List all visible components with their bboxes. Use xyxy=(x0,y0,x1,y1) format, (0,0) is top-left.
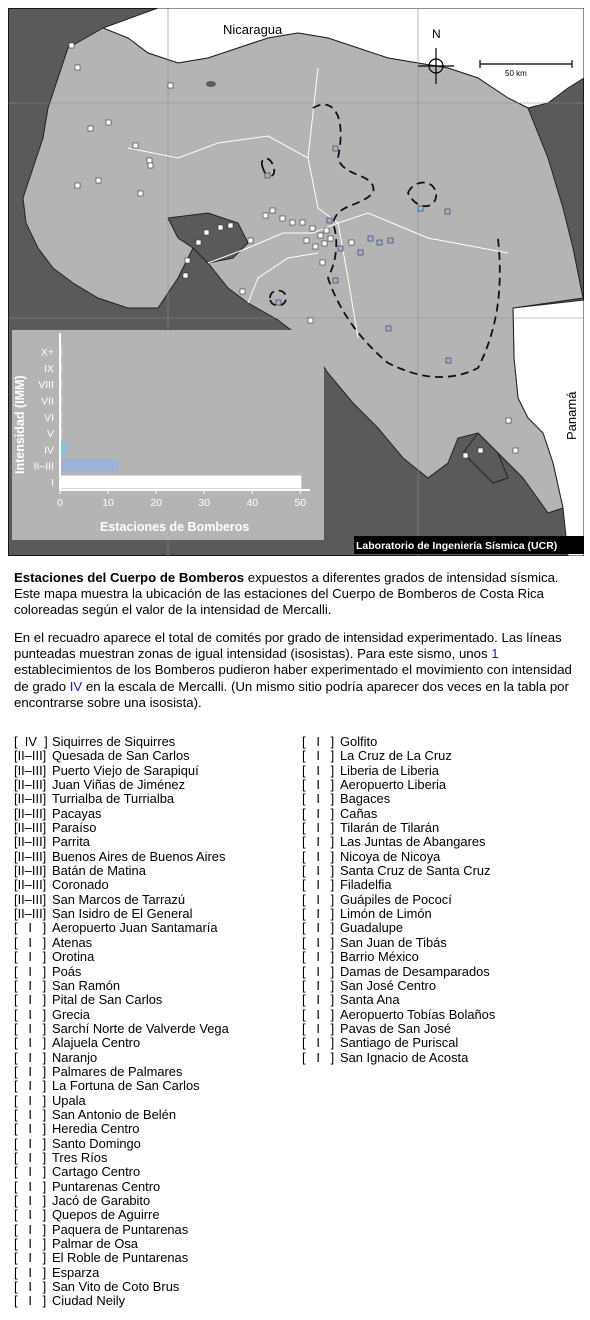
station-name: Poás xyxy=(52,963,82,979)
station-name: Palmares de Palmares xyxy=(52,1063,183,1079)
description-paragraph-1 xyxy=(14,570,582,619)
station-intensity: [II–III] xyxy=(14,891,47,907)
station-name: Tilarán de Tilarán xyxy=(340,820,440,836)
station-name: Puntarenas Centro xyxy=(52,1178,161,1194)
description-title: Estaciones del Cuerpo de Bomberos xyxy=(14,570,245,585)
station-row xyxy=(302,735,495,749)
station-intensity: [ I ] xyxy=(14,1121,47,1137)
station-intensity: [II–III] xyxy=(14,805,47,821)
label-nicaragua: Nicaragua xyxy=(223,22,283,37)
station-intensity: [II–III] xyxy=(14,906,47,922)
station-intensity: [ I ] xyxy=(302,1020,335,1036)
station-name: Jacó de Garabito xyxy=(52,1193,151,1208)
station-row xyxy=(14,893,229,907)
station-name: Liberia de Liberia xyxy=(340,762,439,778)
station-row xyxy=(302,764,495,778)
station-name: Damas de Desamparados xyxy=(340,963,490,979)
station-intensity: [ I ] xyxy=(14,1049,47,1065)
station-name: Quepos de Aguirre xyxy=(52,1207,160,1223)
station-intensity: [ I ] xyxy=(14,1035,47,1051)
station-intensity: [ I ] xyxy=(14,1078,47,1094)
chart-x-tick-label: 40 xyxy=(246,497,259,509)
station-intensity: [ I ] xyxy=(302,992,335,1008)
description-p2-b: establecimientos de los Bomberos pudieron haber experimentado el movimiento con intensidad de grado xyxy=(14,662,572,694)
station-name: Pacayas xyxy=(52,805,102,821)
station-intensity: [ I ] xyxy=(302,805,335,821)
station-row xyxy=(14,1180,229,1194)
chart-x-tick-label: 30 xyxy=(198,497,211,509)
intensity-bar-chart xyxy=(12,330,324,540)
station-intensity: [ I ] xyxy=(302,777,335,793)
station-name: Las Juntas de Abangares xyxy=(340,834,486,850)
station-intensity: [ I ] xyxy=(302,906,335,922)
station-name: Santa Cruz de Santa Cruz xyxy=(340,863,491,879)
station-row xyxy=(14,1251,229,1265)
station-row xyxy=(302,1008,495,1022)
station-intensity: [ I ] xyxy=(302,734,335,749)
station-row xyxy=(14,1208,229,1222)
north-label: N xyxy=(432,27,441,41)
station-intensity: [ I ] xyxy=(302,791,335,807)
chart-y-label: Intensidad (IMM) xyxy=(13,375,27,474)
station-name: El Roble de Puntarenas xyxy=(52,1250,189,1266)
station-intensity: [ IV ] xyxy=(14,734,48,749)
station-row xyxy=(14,850,229,864)
station-intensity: [ I ] xyxy=(302,762,335,778)
station-row xyxy=(14,979,229,993)
station-row xyxy=(302,792,495,806)
station-row xyxy=(14,965,229,979)
station-intensity: [II–III] xyxy=(14,791,47,807)
station-intensity: [ I ] xyxy=(302,934,335,950)
station-row xyxy=(14,792,229,806)
station-intensity: [ I ] xyxy=(14,1279,47,1295)
station-name: San José Centro xyxy=(340,977,437,993)
station-intensity: [ I ] xyxy=(302,1006,335,1022)
station-intensity: [ I ] xyxy=(302,949,335,965)
chart-category-label: X+ xyxy=(40,346,54,359)
station-row xyxy=(14,749,229,763)
station-row xyxy=(14,807,229,821)
station-name: Quesada de San Carlos xyxy=(52,748,190,764)
station-intensity: [II–III] xyxy=(14,848,47,864)
station-intensity: [ I ] xyxy=(14,977,47,993)
station-name: San Juan de Tibás xyxy=(340,934,447,950)
station-row xyxy=(14,907,229,921)
description-p1-text: expuestos a diferentes grados de intensidad sísmica. Este mapa muestra la ubicación de las estaciones del Cuerpo de Bomberos de Costa Rica coloreadas según el valor de la intensidad de Mercalli. xyxy=(14,570,559,618)
station-row xyxy=(302,1051,495,1065)
station-name: Parrita xyxy=(52,834,90,850)
chart-bar xyxy=(61,476,301,489)
station-name: Atenas xyxy=(52,934,93,950)
station-intensity: [ I ] xyxy=(14,963,47,979)
station-intensity: [ I ] xyxy=(302,1035,335,1051)
station-intensity: [ I ] xyxy=(14,1293,47,1309)
station-row xyxy=(302,1036,495,1050)
station-intensity: [ I ] xyxy=(14,1149,47,1165)
station-name: Filadelfia xyxy=(340,877,392,893)
station-intensity: [ I ] xyxy=(302,963,335,979)
station-name: Bagaces xyxy=(340,791,391,807)
station-name: Pital de San Carlos xyxy=(52,992,163,1008)
station-name: Buenos Aires de Buenos Aires xyxy=(52,848,226,864)
chart-category-label: II–III xyxy=(33,460,54,473)
station-row xyxy=(14,1151,229,1165)
station-row xyxy=(14,1122,229,1136)
station-intensity: [ I ] xyxy=(14,1135,47,1151)
station-name: Cañas xyxy=(340,805,378,821)
station-name: Paraíso xyxy=(52,820,97,836)
station-row xyxy=(14,1266,229,1280)
chart-x-tick-label: 0 xyxy=(57,497,63,509)
station-row xyxy=(302,965,495,979)
station-row xyxy=(302,921,495,935)
station-intensity: [ I ] xyxy=(14,1236,47,1252)
station-name: Cartago Centro xyxy=(52,1164,141,1180)
chart-category-label: VII xyxy=(41,395,54,408)
station-list-column-2 xyxy=(302,735,495,1065)
chart-category-label: IV xyxy=(44,444,54,457)
station-row xyxy=(14,878,229,892)
station-intensity: [ I ] xyxy=(14,1250,47,1266)
station-name: Sarchí Norte de Valverde Vega xyxy=(52,1020,229,1036)
station-row xyxy=(14,1294,229,1308)
station-intensity: [ I ] xyxy=(14,1178,47,1194)
chart-bar xyxy=(61,443,66,456)
chart-bar xyxy=(61,459,119,472)
max-intensity-grade: IV xyxy=(69,678,83,694)
station-intensity: [ I ] xyxy=(14,992,47,1008)
station-row xyxy=(14,936,229,950)
station-row xyxy=(14,1165,229,1179)
station-intensity: [ I ] xyxy=(302,877,335,893)
station-name: Aeropuerto Juan Santamaría xyxy=(52,920,218,936)
station-intensity: [ I ] xyxy=(302,848,335,864)
station-row xyxy=(302,778,495,792)
station-row xyxy=(14,1079,229,1093)
station-name: Siquirres de Siquirres xyxy=(52,734,176,749)
station-row xyxy=(14,835,229,849)
station-row xyxy=(14,864,229,878)
station-name: San Ignacio de Acosta xyxy=(340,1049,469,1065)
station-intensity: [ I ] xyxy=(302,891,335,907)
station-intensity: [ I ] xyxy=(302,834,335,850)
station-row xyxy=(302,1022,495,1036)
lake-arenal xyxy=(206,81,216,87)
station-name: Guápiles de Pococí xyxy=(340,891,452,907)
station-row xyxy=(14,778,229,792)
station-row xyxy=(14,921,229,935)
station-name: Limón de Limón xyxy=(340,906,432,922)
station-row xyxy=(14,1223,229,1237)
station-name: Juan Viñas de Jiménez xyxy=(52,777,186,793)
station-row xyxy=(302,893,495,907)
station-row xyxy=(14,821,229,835)
station-name: Nicoya de Nicoya xyxy=(340,848,441,864)
station-row xyxy=(302,749,495,763)
station-row xyxy=(302,979,495,993)
station-intensity: [ I ] xyxy=(14,1164,47,1180)
chart-x-tick-label: 20 xyxy=(150,497,162,509)
station-name: Paquera de Puntarenas xyxy=(52,1221,189,1237)
chart-x-label: Estaciones de Bomberos xyxy=(100,520,250,534)
station-intensity: [ I ] xyxy=(14,1221,47,1237)
station-name: Aeropuerto Liberia xyxy=(340,777,447,793)
station-row xyxy=(14,1137,229,1151)
scale-label: 50 km xyxy=(505,69,527,78)
station-name: San Vito de Coto Brus xyxy=(52,1279,180,1295)
station-name: Barrio México xyxy=(340,949,419,965)
station-row xyxy=(14,1036,229,1050)
description-paragraph-2 xyxy=(14,630,582,711)
station-row xyxy=(302,950,495,964)
station-name: Ciudad Neily xyxy=(52,1293,126,1309)
station-intensity: [II–III] xyxy=(14,777,47,793)
station-intensity: [II–III] xyxy=(14,820,47,836)
station-row xyxy=(14,764,229,778)
station-intensity: [ I ] xyxy=(302,920,335,936)
chart-x-tick-label: 50 xyxy=(294,497,307,509)
station-intensity: [ I ] xyxy=(302,977,335,993)
station-row xyxy=(14,993,229,1007)
station-name: Pavas de San José xyxy=(340,1020,452,1036)
station-row xyxy=(14,1094,229,1108)
station-intensity: [ I ] xyxy=(14,1207,47,1223)
station-intensity: [ I ] xyxy=(14,1106,47,1122)
station-name: Palmar de Osa xyxy=(52,1236,138,1252)
station-intensity: [ I ] xyxy=(14,1063,47,1079)
station-row xyxy=(14,1051,229,1065)
station-intensity: [ I ] xyxy=(302,1049,335,1065)
station-row xyxy=(302,907,495,921)
station-name: San Marcos de Tarrazú xyxy=(52,891,186,907)
station-name: Esparza xyxy=(52,1264,100,1280)
description-p2-a: En el recuadro aparece el total de comités por grado de intensidad experimentado. Las líneas punteadas muestran zonas de igual intensidad (isosistas). Para este sismo, unos xyxy=(14,630,562,662)
station-name: Grecia xyxy=(52,1006,90,1022)
station-intensity: [II–III] xyxy=(14,877,47,893)
station-name: Coronado xyxy=(52,877,109,893)
label-panama: Panamá xyxy=(564,391,579,440)
station-name: San Antonio de Belén xyxy=(52,1106,176,1122)
station-name: Puerto Viejo de Sarapiquí xyxy=(52,762,199,778)
station-row xyxy=(302,807,495,821)
station-row xyxy=(302,936,495,950)
station-row xyxy=(302,993,495,1007)
station-name: Santiago de Puriscal xyxy=(340,1035,459,1051)
station-row xyxy=(302,821,495,835)
station-name: Orotina xyxy=(52,949,95,965)
station-name: Tres Ríos xyxy=(52,1149,108,1165)
station-row xyxy=(14,950,229,964)
station-row xyxy=(14,735,229,749)
station-intensity: [ I ] xyxy=(14,1092,47,1108)
station-name: Turrialba de Turrialba xyxy=(52,791,175,807)
station-row xyxy=(302,835,495,849)
station-row xyxy=(14,1194,229,1208)
station-row xyxy=(14,1065,229,1079)
station-row xyxy=(302,864,495,878)
station-name: Heredia Centro xyxy=(52,1121,140,1137)
station-row xyxy=(14,1022,229,1036)
chart-category-label: IX xyxy=(44,362,54,375)
chart-category-label: VIII xyxy=(38,379,54,392)
station-name: Naranjo xyxy=(52,1049,98,1065)
station-name: Santa Ana xyxy=(340,992,400,1008)
chart-category-label: V xyxy=(46,428,54,441)
station-list-column-1 xyxy=(14,735,229,1309)
station-intensity: [ I ] xyxy=(14,1264,47,1280)
station-intensity: [ I ] xyxy=(14,1193,47,1208)
station-intensity: [ I ] xyxy=(14,920,47,936)
station-row xyxy=(14,1280,229,1294)
station-intensity: [II–III] xyxy=(14,762,47,778)
station-row xyxy=(14,1237,229,1251)
station-name: Upala xyxy=(52,1092,86,1108)
station-row xyxy=(14,1008,229,1022)
station-row xyxy=(302,850,495,864)
chart-category-label: VI xyxy=(44,411,54,424)
station-name: Golfito xyxy=(340,734,378,749)
station-name: La Fortuna de San Carlos xyxy=(52,1078,200,1094)
station-name: La Cruz de La Cruz xyxy=(340,748,452,764)
station-intensity: [II–III] xyxy=(14,863,47,879)
exposed-count: 1 xyxy=(491,646,499,662)
station-intensity: [ I ] xyxy=(302,820,335,836)
chart-category-label: I xyxy=(51,477,54,489)
credit-label: Laboratorio de Ingeniería Sísmica (UCR) xyxy=(356,540,558,552)
station-intensity: [ I ] xyxy=(302,863,335,879)
station-name: Guadalupe xyxy=(340,920,404,936)
station-intensity: [ I ] xyxy=(14,1020,47,1036)
station-intensity: [II–III] xyxy=(14,748,47,764)
description-p2-c: en la escala de Mercalli. (Un mismo sitio podría aparecer dos veces en la tabla por encontrarse sobre una isosista). xyxy=(14,678,569,710)
station-intensity: [ I ] xyxy=(302,748,335,764)
station-name: Santo Domingo xyxy=(52,1135,141,1151)
station-row xyxy=(14,1108,229,1122)
station-intensity: [ I ] xyxy=(14,934,47,950)
station-name: Alajuela Centro xyxy=(52,1035,141,1051)
station-intensity: [ I ] xyxy=(14,1006,47,1022)
station-name: Batán de Matina xyxy=(52,863,146,879)
station-name: San Isidro de El General xyxy=(52,906,193,922)
intensity-map xyxy=(8,8,584,556)
station-name: Aeropuerto Tobías Bolaños xyxy=(340,1006,496,1022)
station-intensity: [II–III] xyxy=(14,834,47,850)
station-name: San Ramón xyxy=(52,977,121,993)
station-row xyxy=(302,878,495,892)
chart-x-tick-label: 10 xyxy=(102,497,114,509)
station-intensity: [ I ] xyxy=(14,949,47,965)
